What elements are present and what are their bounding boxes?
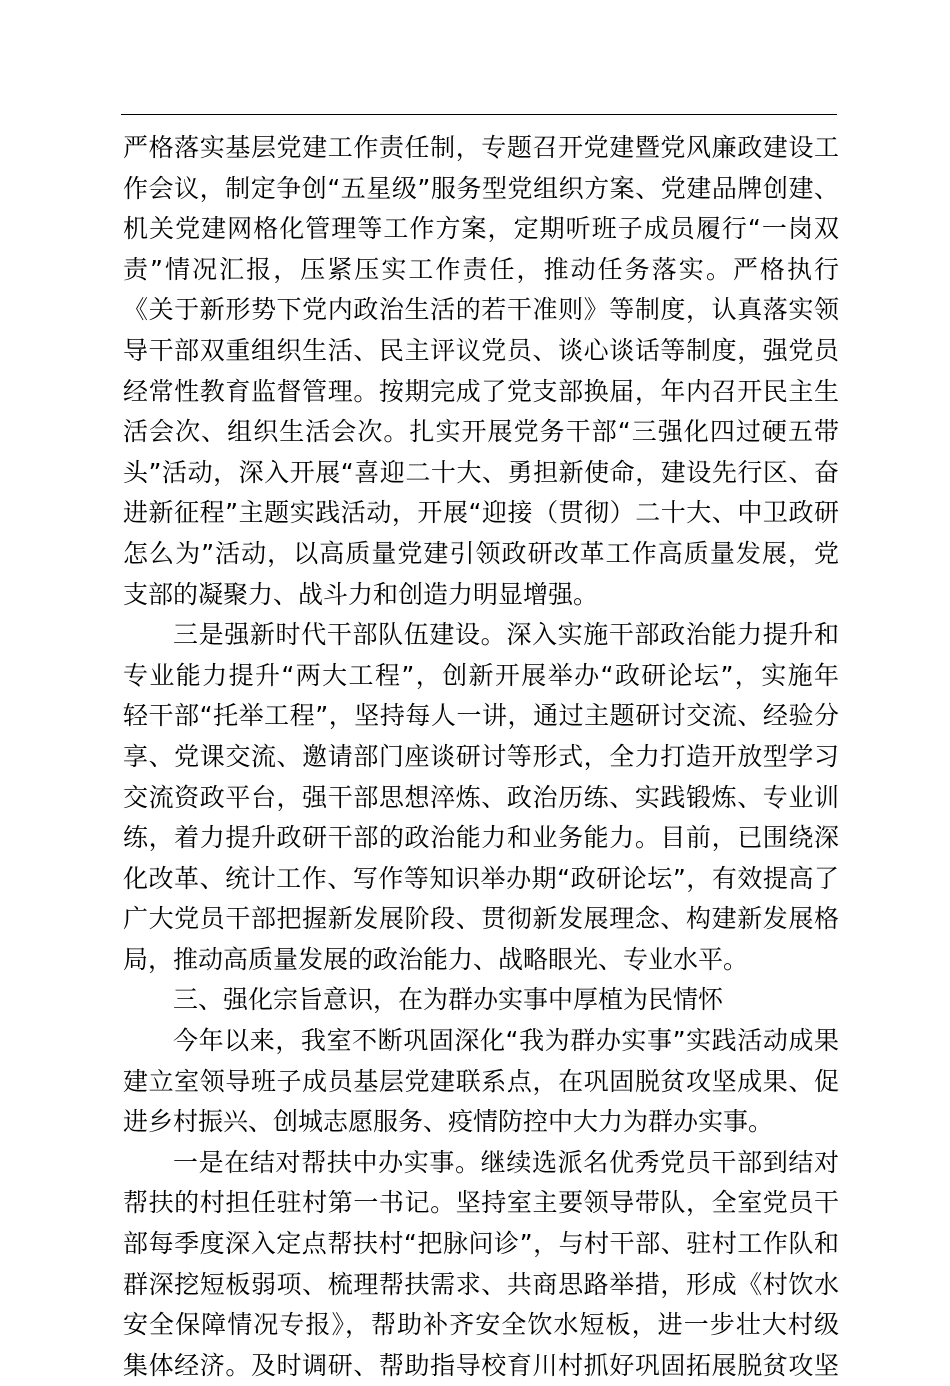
- text-line: 活会次、组织生活会次。扎实开展党务干部“三强化四过硬五带: [123, 417, 839, 447]
- text-line: 练，着力提升政研干部的政治能力和业务能力。目前，已围绕深: [123, 823, 839, 853]
- text-line: 集体经济。及时调研、帮助指导校育川村抓好巩固拓展脱贫攻坚: [123, 1350, 839, 1380]
- header-rule: [121, 114, 837, 115]
- text-line: 安全保障情况专报》，帮助补齐安全饮水短板，进一步壮大村级: [123, 1310, 839, 1340]
- text-line: 建立室领导班子成员基层党建联系点，在巩固脱贫攻坚成果、促: [123, 1066, 839, 1096]
- text-line: 经常性教育监督管理。按期完成了党支部换届，年内召开民主生: [123, 376, 839, 406]
- text-line: 今年以来，我室不断巩固深化“我为群办实事”实践活动成果: [173, 1026, 839, 1056]
- text-line: 进乡村振兴、创城志愿服务、疫情防控中大力为群办实事。: [123, 1107, 774, 1137]
- text-line: 交流资政平台，强干部思想淬炼、政治历练、实践锻炼、专业训: [123, 782, 839, 812]
- text-line: 怎么为”活动，以高质量党建引领政研改革工作高质量发展，党: [123, 538, 839, 568]
- text-line: 头”活动，深入开展“喜迎二十大、勇担新使命，建设先行区、奋: [123, 457, 839, 487]
- text-line: 广大党员干部把握新发展阶段、贯彻新发展理念、构建新发展格: [123, 904, 839, 934]
- text-line: 《关于新形势下党内政治生活的若干准则》等制度，认真落实领: [123, 295, 839, 325]
- text-line: 化改革、统计工作、写作等知识举办期“政研论坛”，有效提高了: [123, 863, 839, 893]
- body-text: [123, 128, 839, 1386]
- text-line: 进新征程”主题实践活动，开展“迎接（贯彻）二十大、中卫政研: [123, 498, 839, 528]
- text-line: 部每季度深入定点帮扶村“把脉问诊”，与村干部、驻村工作队和: [123, 1229, 839, 1259]
- text-line: 严格落实基层党建工作责任制，专题召开党建暨党风廉政建设工: [123, 133, 839, 162]
- text-line: 支部的凝聚力、战斗力和创造力明显增强。: [123, 579, 599, 609]
- text-line: 导干部双重组织生活、民主评议党员、谈心谈话等制度，强党员: [123, 335, 839, 365]
- text-line: 一是在结对帮扶中办实事。继续选派名优秀党员干部到结对: [173, 1147, 839, 1177]
- text-line: 享、党课交流、邀请部门座谈研讨等形式，全力打造开放型学习: [123, 741, 839, 771]
- text-line: 三、强化宗旨意识，在为群办实事中厚植为民情怀: [173, 985, 724, 1015]
- text-line: 局，推动高质量发展的政治能力、战略眼光、专业水平。: [123, 944, 749, 974]
- text-line: 群深挖短板弱项、梳理帮扶需求、共商思路举措，形成《村饮水: [123, 1269, 839, 1299]
- text-line: 轻干部“托举工程”，坚持每人一讲，通过主题研讨交流、经验分: [123, 701, 839, 731]
- text-line: 机关党建网格化管理等工作方案，定期听班子成员履行“一岗双: [123, 214, 839, 244]
- text-line: 帮扶的村担任驻村第一书记。坚持室主要领导带队，全室党员干: [123, 1188, 839, 1218]
- text-line: 责”情况汇报，压紧压实工作责任，推动任务落实。严格执行: [123, 254, 839, 284]
- text-line: 三是强新时代干部队伍建设。深入实施干部政治能力提升和: [173, 620, 839, 650]
- text-line: 专业能力提升“两大工程”，创新开展举办“政研论坛”，实施年: [123, 660, 839, 690]
- text-line: 作会议，制定争创“五星级”服务型党组织方案、党建品牌创建、: [123, 173, 839, 203]
